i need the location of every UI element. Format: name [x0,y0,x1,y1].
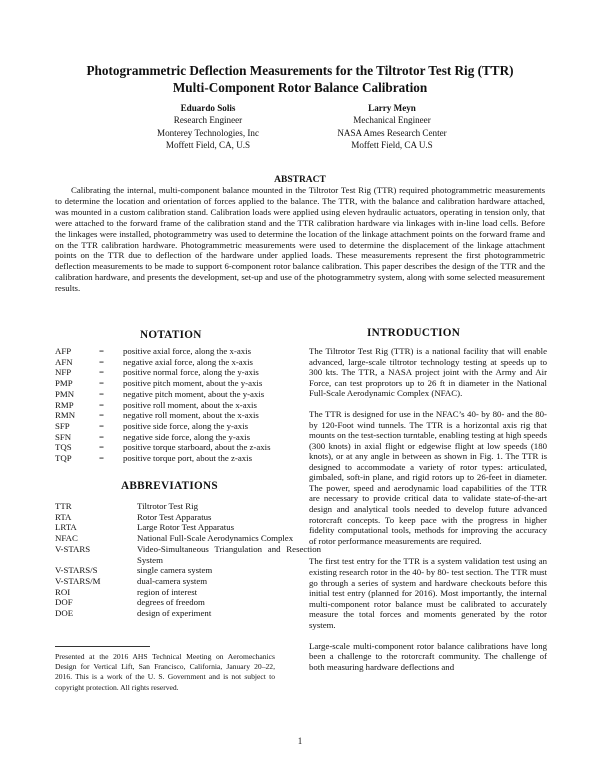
notation-equals: = [99,420,104,431]
author-location: Moffett Field, CA U.S [351,140,433,151]
abbreviation-definition: design of experiment [137,608,212,619]
paper-title [60,63,540,96]
notation-definition: negative axial force, along the x-axis [123,356,253,367]
abbreviation-definition: National Full-Scale Aerodynamics Complex [137,533,294,544]
abbreviation-row [55,533,321,544]
notation-definition: positive pitch moment, about the y-axis [123,378,263,389]
abbreviation-row [55,512,321,523]
abstract-heading: ABSTRACT [274,175,326,185]
notation-symbol: RMP [55,399,74,410]
introduction-heading: INTRODUCTION [367,327,461,339]
notation-row [55,442,293,453]
notation-symbol: SFP [55,420,70,431]
title-line-1: Photogrammetric Deflection Measurements for the Tiltrotor Test Rig (TTR) [86,63,514,78]
notation-row [55,410,293,421]
notation-row [55,346,293,357]
notation-equals: = [99,453,104,464]
abbreviation-term: ROI [55,586,71,597]
notation-symbol: AFP [55,346,72,356]
abbreviation-row [55,544,321,565]
author-name: Larry Meyn [368,103,416,113]
abbreviation-term: V-STARS/M [55,575,101,586]
notation-symbol: NFP [55,367,72,378]
notation-symbol: TQP [55,453,72,464]
notation-definition: negative side force, along the y-axis [123,431,251,442]
intro-paragraph: Large-scale multi-component rotor balance calibrations have long been a challenge to the rotorcraft community. The challenge of both measuring hardware deflections and [309,640,547,672]
notation-symbol: AFN [55,356,73,367]
author-org: NASA Ames Research Center [337,127,447,138]
abbreviation-definition: Tiltrotor Test Rig [137,501,198,511]
notation-equals: = [99,378,104,389]
notation-symbol: PMP [55,378,73,389]
notation-equals: = [99,356,104,367]
author-role: Research Engineer [173,115,243,126]
notation-equals: = [99,410,104,421]
abbreviation-row [55,522,321,533]
abbreviation-definition: Large Rotor Test Apparatus [137,522,235,533]
notation-symbol: PMN [55,388,75,399]
notation-row [55,453,293,464]
abbreviation-definition: region of interest [137,586,198,597]
abbreviation-row [55,608,321,619]
abbreviation-term: NFAC [55,533,78,544]
notation-definition: negative pitch moment, about the y-axis [123,388,265,399]
intro-paragraph: The first test entry for the TTR is a system validation test using an existing research rotor in the 40- by 80- test section. The TTR must go through a series of system and hardware checkouts before this initial test entry (planned for 2016). Most importantly, the internal multi-component rotor balance must be calibrated to accurately measure the total forces and moments generated by the rotor system. [309,556,547,630]
notation-definition: positive axial force, along the x-axis [123,346,252,356]
notation-definition: positive normal force, along the y-axis [123,367,259,378]
notation-equals: = [99,431,104,442]
intro-paragraph: The TTR is designed for use in the NFAC’s 40- by 80- and the 80- by 120-Foot wind tunnels. The TTR is a horizontal axis rig that mounts on the test-section turntable, enabling testing at high speeds (300 knots) in axial flight or edgewise flight at low speeds (180 knots), or at any angle in between as shown in Fig. 1. The TTR is designed to accommodate a variety of rotor types: articulated, gimbaled, soft-in plane, and rigid rotors up to 26-feet in diameter. The power, speed and aerodynamic load capabilities of the TTR are necessary to provide critical data to validate state-of-the-art design and analytical tools needed to develop future advanced rotorcraft concepts. To keep pace with the progress in higher fidelity computational tools, methods for improving the accuracy of rotor performance measurements are required. [309,409,547,546]
abbreviation-term: TTR [55,501,72,511]
notation-definition: positive roll moment, about the x-axis [123,399,257,410]
abbreviation-row [55,501,321,512]
author-name: Eduardo Solis [180,103,236,113]
notation-definition: positive torque starboard, about the z-axis [123,442,271,453]
notation-equals: = [99,388,104,399]
notation-equals: = [99,346,104,356]
notation-definition: negative roll moment, about the x-axis [123,410,259,421]
abbreviation-term: RTA [55,511,72,522]
notation-equals: = [99,367,104,378]
notation-equals: = [99,442,104,453]
notation-row [55,357,293,368]
abbreviation-term: LRTA [55,522,77,533]
footnote: Presented at the 2016 AHS Technical Meeting on Aeromechanics Design for Vertical Lift, San Francisco, California, January 20–22, 2016. This is a work of the U. S. Government and is not subject to copyright protection. All rights reserved. [55,652,275,692]
notation-row [55,389,293,400]
notation-table [55,346,293,464]
notation-definition: positive torque port, about the z-axis [123,453,252,464]
introduction-body [309,346,547,683]
notation-definition: positive side force, along the y-axis [123,420,249,431]
abbreviation-term: DOE [55,608,74,619]
notation-symbol: SFN [55,431,72,442]
abbreviation-definition: Video-Simultaneous Triangulation and Resection System [137,543,321,565]
abbreviation-definition: dual-camera system [137,575,208,586]
abbreviation-definition: degrees of freedom [137,597,205,608]
notation-symbol: TQS [55,442,72,453]
abstract-text: Calibrating the internal, multi-component balance mounted in the Tiltrotor Test Rig (TTR) required photogrammetric measurements to determine the location and orientation of forces applied to the balance. The TTR, with the balance and calibration hardware attached, was mounted in a custom calibration stand. Calibration loads were applied using eleven hydraulic actuators, operating in tension only, that were attached to the forward frame of the calibration stand and the TTR calibration hardware via linkages with in-line load cells. Before the linkages were installed, photogrammetry was used to determine the location of the linkage attachment points on the forward frame and on the TTR calibration hardware. Photogrammetric measurements were used to determine the displacement of the linkage attachment points on the TTR due to deflection of the hardware under applied loads. These measurements represent the first photogrammetric deflection measurements to be made to support 6-component rotor balance calibration. This paper describes the design of the TTR and the calibration hardware, and presents the development, set-up and use of the photogrammetry system, along with some selected measurement results. [55,185,545,294]
abbreviation-row [55,597,321,608]
notation-row [55,367,293,378]
abbreviations-heading: ABBREVIATIONS [121,480,218,492]
author-block [108,102,308,152]
notation-row [55,378,293,389]
notation-row [55,432,293,443]
title-line-2: Multi-Component Rotor Balance Calibration [172,79,428,95]
author-block [292,102,492,152]
author-location: Moffett Field, CA, U.S [165,140,251,151]
author-org: Monterey Technologies, Inc [157,127,259,138]
abbreviation-term: V-STARS/S [55,565,98,576]
abbreviations-table [55,501,321,619]
abbreviation-term: V-STARS [55,543,91,554]
abbreviation-row [55,576,321,587]
page-number: 1 [297,736,303,746]
abbreviation-term: DOF [55,597,73,608]
abbreviation-row [55,565,321,576]
abbreviation-row [55,587,321,598]
notation-row [55,400,293,411]
notation-row [55,421,293,432]
footnote-rule [55,646,150,647]
abbreviation-definition: Rotor Test Apparatus [137,511,212,522]
notation-heading: NOTATION [140,329,202,341]
notation-equals: = [99,399,104,410]
notation-symbol: RMN [55,410,76,421]
author-role: Mechanical Engineer [353,115,431,126]
abbreviation-definition: single camera system [137,565,213,576]
intro-paragraph: The Tiltrotor Test Rig (TTR) is a national facility that will enable advanced, large-scale tiltrotor technology testing at speeds up to 300 kts. The TTR, a NASA project joint with the Army and Air Force, can test proprotors up to 26 ft in diameter in the National Full-Scale Aerodynamic Complex (NFAC). [309,346,547,399]
